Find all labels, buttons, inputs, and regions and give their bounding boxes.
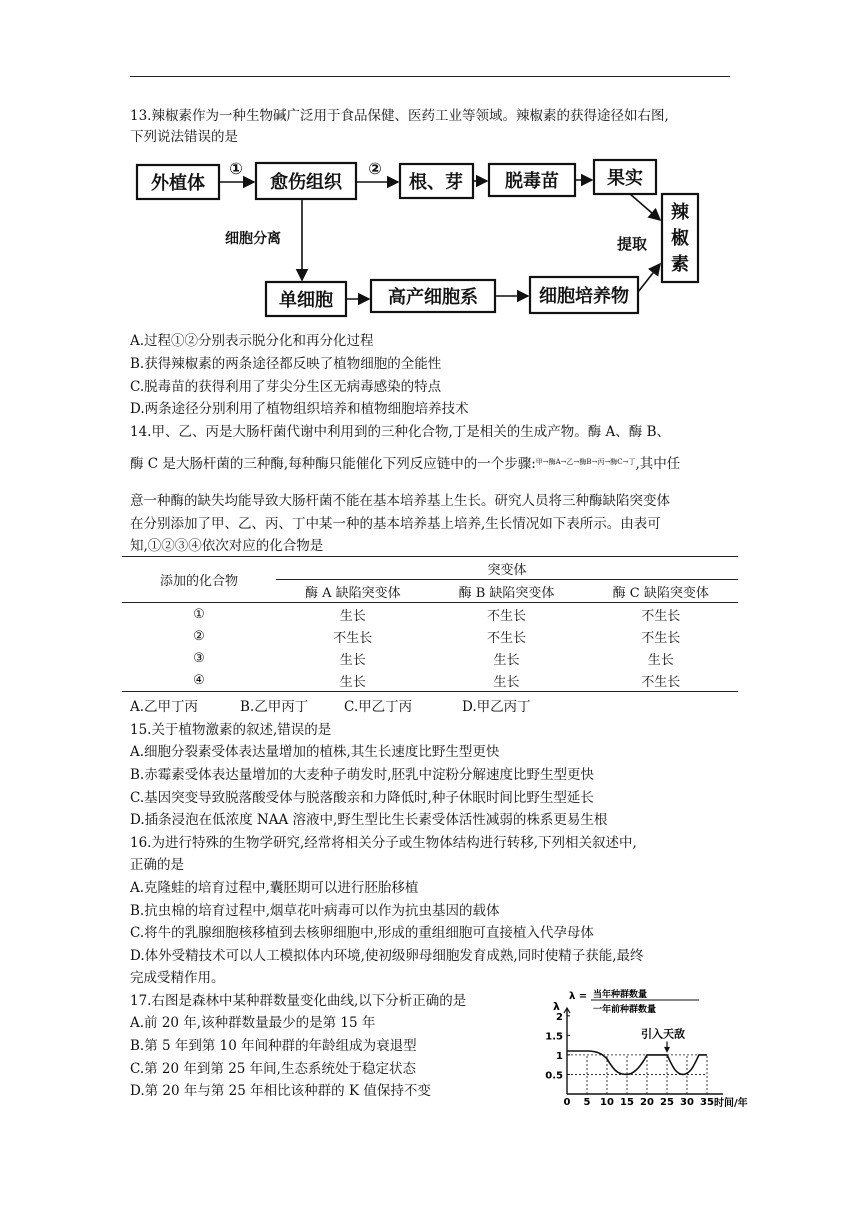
table-cell: 生长 [647,652,674,668]
enzyme-chain-formula: 甲→酶A→乙→酶B→丙→酶C→丁 [535,458,636,466]
svg-text:椒: 椒 [671,228,689,249]
x-tick-label: 20 [640,1097,654,1108]
box-root-bud: 根、芽 [409,172,463,193]
x-tick-label: 15 [620,1097,634,1108]
y-tick-label: 0.5 [545,1070,563,1082]
q16-option-b: B.抗虫棉的培育过程中,烟草花叶病毒可以作为抗虫基因的载体 [130,903,500,919]
box-explant: 外植体 [151,173,205,194]
label-cell-separation: 细胞分离 [225,231,281,247]
q15-option-c: C.基因突变导致脱落酸受体与脱落酸亲和力降低时,种子休眠时间比野生型延长 [130,790,594,806]
svg-text:素: 素 [671,254,689,275]
q16-option-c: C.将牛的乳腺细胞核移植到去核卵细胞中,形成的重组细胞可直接植入代孕母体 [130,925,594,941]
header-enzyme-b: 酶 B 缺陷突变体 [430,580,584,603]
table-cell: 不生长 [583,669,738,692]
table-cell: 不生长 [430,603,584,626]
x-tick-label: 0 [563,1097,571,1108]
annotation-arrowhead [664,1047,670,1053]
svg-text:辣: 辣 [671,202,689,223]
formula-lhs: λ = [569,991,588,1002]
x-tick-label: 10 [600,1097,614,1108]
table-cell: 不生长 [583,603,738,626]
row-label: ① [122,603,276,626]
q17-stem: 17.右图是森林中某种群数量变化曲线,以下分析正确的是 [130,993,467,1009]
table-cell: 不生长 [641,630,681,646]
q14-option-a: A.乙甲丁丙 [130,699,199,715]
q16-stem-line2: 正确的是 [130,857,184,873]
q13-option-b: B.获得辣椒素的两条途径都反映了植物细胞的全能性 [130,356,442,372]
x-tick-label: 25 [660,1097,674,1108]
q17-option-d: D.第 20 年与第 25 年相比该种群的 K 值保持不变 [130,1083,431,1099]
box-cell-culture: 细胞培养物 [539,286,629,307]
table-cell: 生长 [339,652,366,668]
annotation-label: 引入天敌 [641,1027,685,1041]
q17-option-a: A.前 20 年,该种群数量最少的是第 15 年 [130,1015,376,1031]
table-cell: 不生长 [333,630,373,646]
box-capsaicin [671,201,690,275]
step-2-label: ② [368,159,382,178]
table-cell: 生长 [276,603,430,626]
q14-option-c: C.甲乙丁丙 [344,699,413,715]
box-high-yield: 高产细胞系 [388,287,478,308]
box-fruit: 果实 [607,168,643,189]
y-tick-label: 1 [556,1050,563,1062]
q13-option-c: C.脱毒苗的获得利用了芽尖分生区无病毒感染的特点 [130,379,442,395]
q14-stem-line5: 知,①②③④依次对应的化合物是 [130,538,324,554]
q16-stem-line1: 16.为进行特殊的生物学研究,经常将相关分子或生物体结构进行转移,下列相关叙述中, [130,835,637,851]
y-tick-label: 2 [556,1011,563,1023]
label-extract: 提取 [617,235,648,253]
q13-stem-line2: 下列说法错误的是 [130,129,238,145]
q14-stem-line4: 在分别添加了甲、乙、丙、丁中某一种的基本培养基上培养,生长情况如下表所示。由表可 [130,516,661,532]
formula-denominator: 一年前种群数量 [593,1005,657,1015]
table-cell: 不生长 [487,630,527,646]
q16-option-d-cont: 完成受精作用。 [130,970,225,986]
q15-option-a: A.细胞分裂素受体表达量增加的植株,其生长速度比野生型更快 [130,744,500,760]
header-rule [130,76,730,77]
q14-stem-line3: 意一种酶的缺失均能导致大肠杆菌不能在基本培养基上生长。研究人员将三种酶缺陷突变体 [130,493,670,509]
table-cell: 生长 [276,669,430,692]
q13-stem-line1: 13.辣椒素作为一种生物碱广泛用于食品保健、医药工业等领域。辣椒素的获得途径如右图, [130,108,669,124]
q13-option-a: A.过程①②分别表示脱分化和再分化过程 [130,333,374,349]
y-axis-label: λ [553,1000,560,1013]
table-cell: 生长 [430,669,584,692]
x-tick-label: 30 [680,1097,694,1108]
q16-option-a: A.克隆蛙的培育过程中,囊胚期可以进行胚胎移植 [130,880,419,896]
table-row [122,603,738,626]
box-virus-free: 脱毒苗 [505,171,559,192]
population-lambda-chart [545,988,765,1112]
q14-option-b: B.乙甲丙丁 [240,699,309,715]
q15-option-b: B.赤霉素受体表达量增加的大麦种子萌发时,胚乳中淀粉分解速度比野生型更快 [130,767,595,783]
q16-option-d: D.体外受精技术可以人工模拟体内环境,使初级卵母细胞发育成熟,同时使精子获能,最终 [130,948,644,964]
y-tick-label: 1.5 [545,1031,563,1043]
x-axis-label: 时间/年 [714,1098,748,1109]
header-added-compound: 添加的化合物 [159,574,238,589]
row-label: ④ [122,669,276,692]
q15-stem: 15.关于植物激素的叙述,错误的是 [130,722,332,738]
formula-numerator: 当年种群数量 [593,990,648,1000]
q14-stem-line2 [130,452,680,474]
header-enzyme-a: 酶 A 缺陷突变体 [276,580,430,603]
q17-option-c: C.第 20 年到第 25 年间,生态系统处于稳定状态 [130,1061,416,1077]
table-row [122,647,738,669]
capsaicin-pathway-diagram [130,154,710,329]
x-tick-label: 35 [700,1097,714,1108]
q14-option-d: D.甲乙丙丁 [462,699,531,715]
q15-option-d: D.插条浸泡在低浓度 NAA 溶液中,野生型比生长素受体活性减弱的株系更易生根 [130,812,608,828]
row-label: ③ [193,650,205,666]
row-label: ② [193,628,205,644]
header-enzyme-c: 酶 C 缺陷突变体 [583,580,738,603]
mutant-growth-table [122,556,738,692]
q17-option-b: B.第 5 年到第 10 年间种群的年龄组成为衰退型 [130,1038,417,1054]
q14-line2-pre: 酶 C 是大肠杆菌的三种酶,每种酶只能催化下列反应链中的一个步骤: [130,456,536,472]
table-row [122,669,738,692]
table-cell: 生长 [493,652,520,668]
step-1-label: ① [229,159,243,178]
box-callus: 愈伤组织 [270,172,342,193]
table-row [122,625,738,647]
q14-line2-post: ,其中任 [635,456,681,472]
box-single-cell: 单细胞 [279,290,333,311]
q13-option-d: D.两条途径分别利用了植物组织培养和植物细胞培养技术 [130,401,469,417]
q14-stem-line1: 14.甲、乙、丙是大肠杆菌代谢中利用到的三种化合物,丁是相关的生成产物。酶 A、酶 B、 [130,424,671,440]
header-mutant: 突变体 [487,562,527,578]
x-tick-label: 5 [583,1097,591,1108]
